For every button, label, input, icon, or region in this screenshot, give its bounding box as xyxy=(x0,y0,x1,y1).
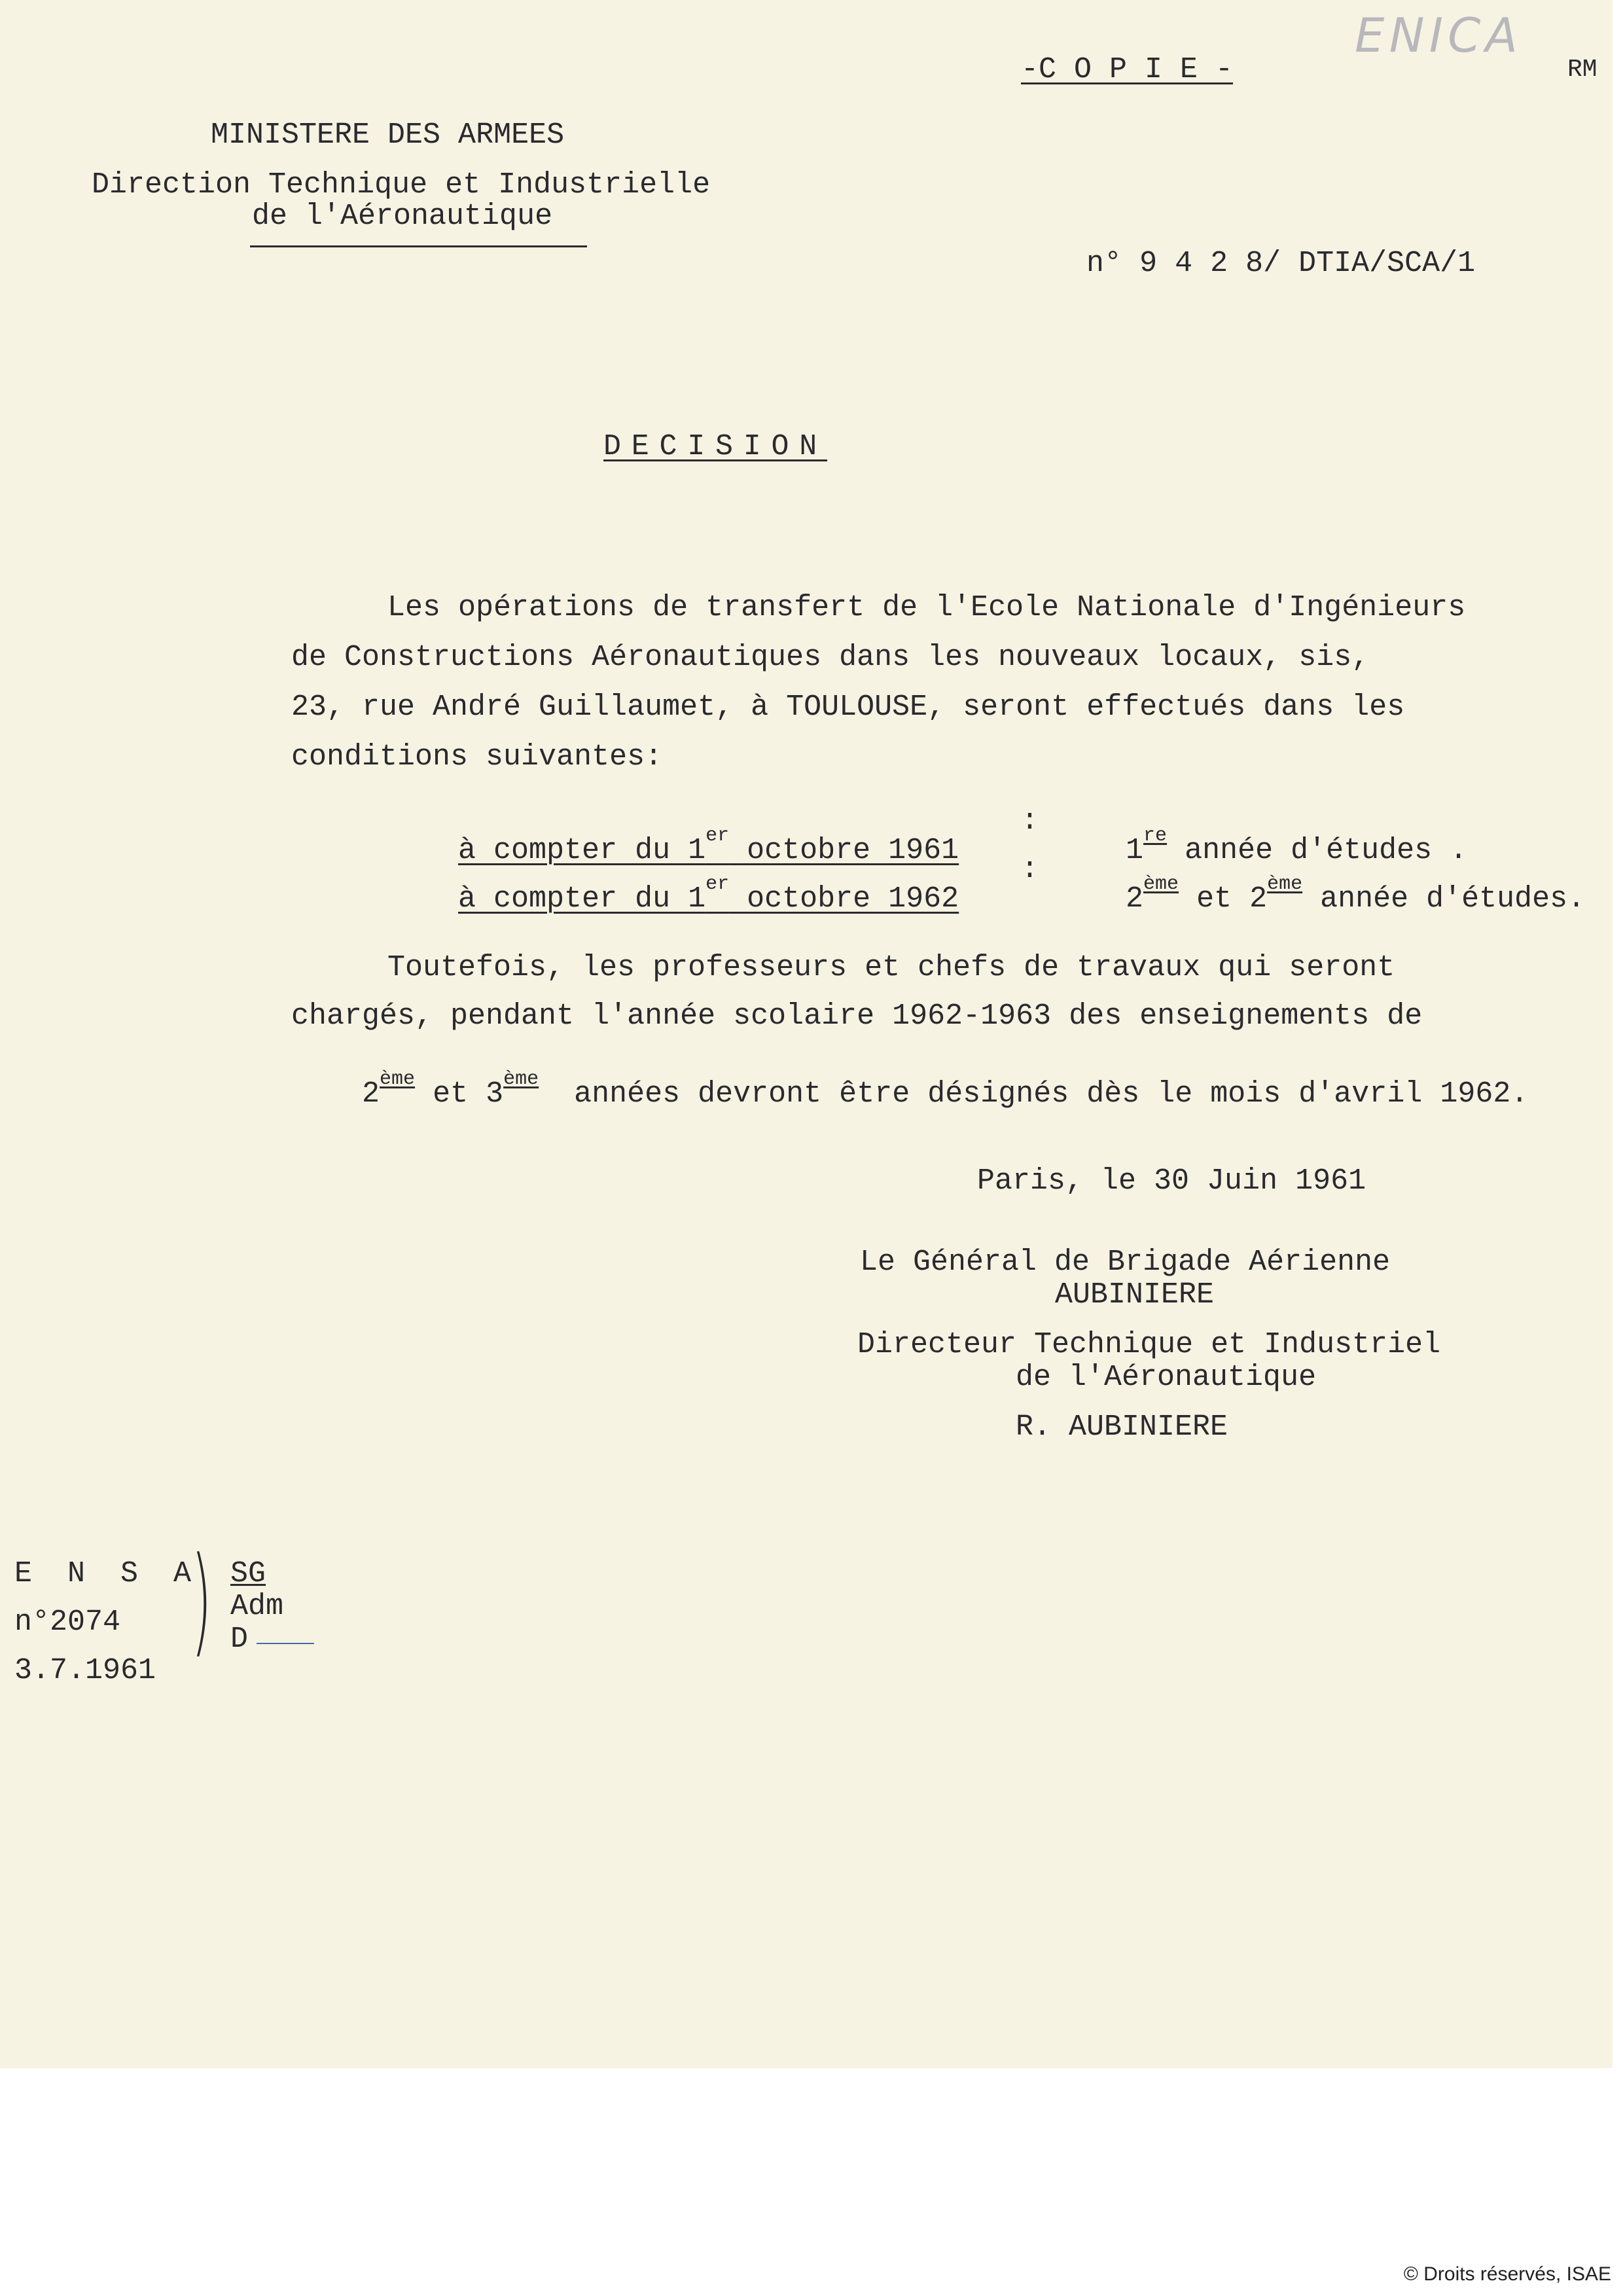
handwritten-tag: ENICA xyxy=(1355,8,1523,63)
header-underline xyxy=(250,245,587,247)
initials: RM xyxy=(1567,56,1597,84)
routing-d: D xyxy=(230,1623,249,1656)
paragraph1-line2: de Constructions Aéronautiques dans les nouveaux locaux, sis, xyxy=(291,641,1370,674)
signatory-name: AUBINIERE xyxy=(1055,1278,1215,1312)
signatory-signature: R. AUBINIERE xyxy=(1016,1410,1228,1444)
schedule-detail: 2ème et 2ème année d'études. xyxy=(1126,873,1586,916)
document-title: DECISION xyxy=(603,430,828,463)
routing-sg: SG xyxy=(230,1557,266,1590)
paragraph1-line1: Les opérations de transfert de l'Ecole Nationale d'Ingénieurs xyxy=(387,591,1466,624)
paragraph2-line1: Toutefois, les professeurs et chefs de travaux qui seront xyxy=(387,951,1395,984)
stamp-school: E N S A xyxy=(14,1557,200,1590)
schedule-detail: 1re année d'études . xyxy=(1126,825,1468,867)
signatory-title-1: Directeur Technique et Industriel xyxy=(857,1328,1441,1361)
signatory-rank: Le Général de Brigade Aérienne xyxy=(860,1246,1391,1279)
copy-marker: -C O P I E - xyxy=(1021,53,1234,86)
direction-line-2: de l'Aéronautique xyxy=(252,200,553,233)
paragraph1-line4: conditions suivantes: xyxy=(291,740,663,774)
routing-d-mark xyxy=(257,1643,314,1644)
stamp-date: 3.7.1961 xyxy=(14,1654,156,1687)
reference-number: n° 9 4 2 8/ DTIA/SCA/1 xyxy=(1086,247,1476,280)
ministry-name: MINISTERE DES ARMEES xyxy=(211,118,565,152)
stamp-bracket: ) xyxy=(191,1532,212,1669)
stamp-number: n°2074 xyxy=(14,1605,121,1639)
copyright-credit: © Droits réservés, ISAE xyxy=(1403,2263,1611,2285)
paragraph1-line3: 23, rue André Guillaumet, à TOULOUSE, seront effectués dans les xyxy=(291,691,1405,724)
schedule-row: à compter du 1er octobre 1961 xyxy=(458,825,959,867)
schedule-colon: : xyxy=(1021,804,1039,838)
signatory-title-2: de l'Aéronautique xyxy=(1016,1361,1317,1394)
paragraph2-line3: 2ème et 3ème années devront être désignés dès le mois d'avril 1962. xyxy=(362,1068,1529,1111)
paragraph2-line2: chargés, pendant l'année scolaire 1962-1963 des enseignements de xyxy=(291,999,1423,1033)
schedule-row: à compter du 1er octobre 1962 xyxy=(458,873,959,916)
place-and-date: Paris, le 30 Juin 1961 xyxy=(977,1164,1366,1198)
schedule-colon: : xyxy=(1021,853,1039,886)
routing-adm: Adm xyxy=(230,1590,284,1623)
direction-line-1: Direction Technique et Industrielle xyxy=(92,168,711,202)
